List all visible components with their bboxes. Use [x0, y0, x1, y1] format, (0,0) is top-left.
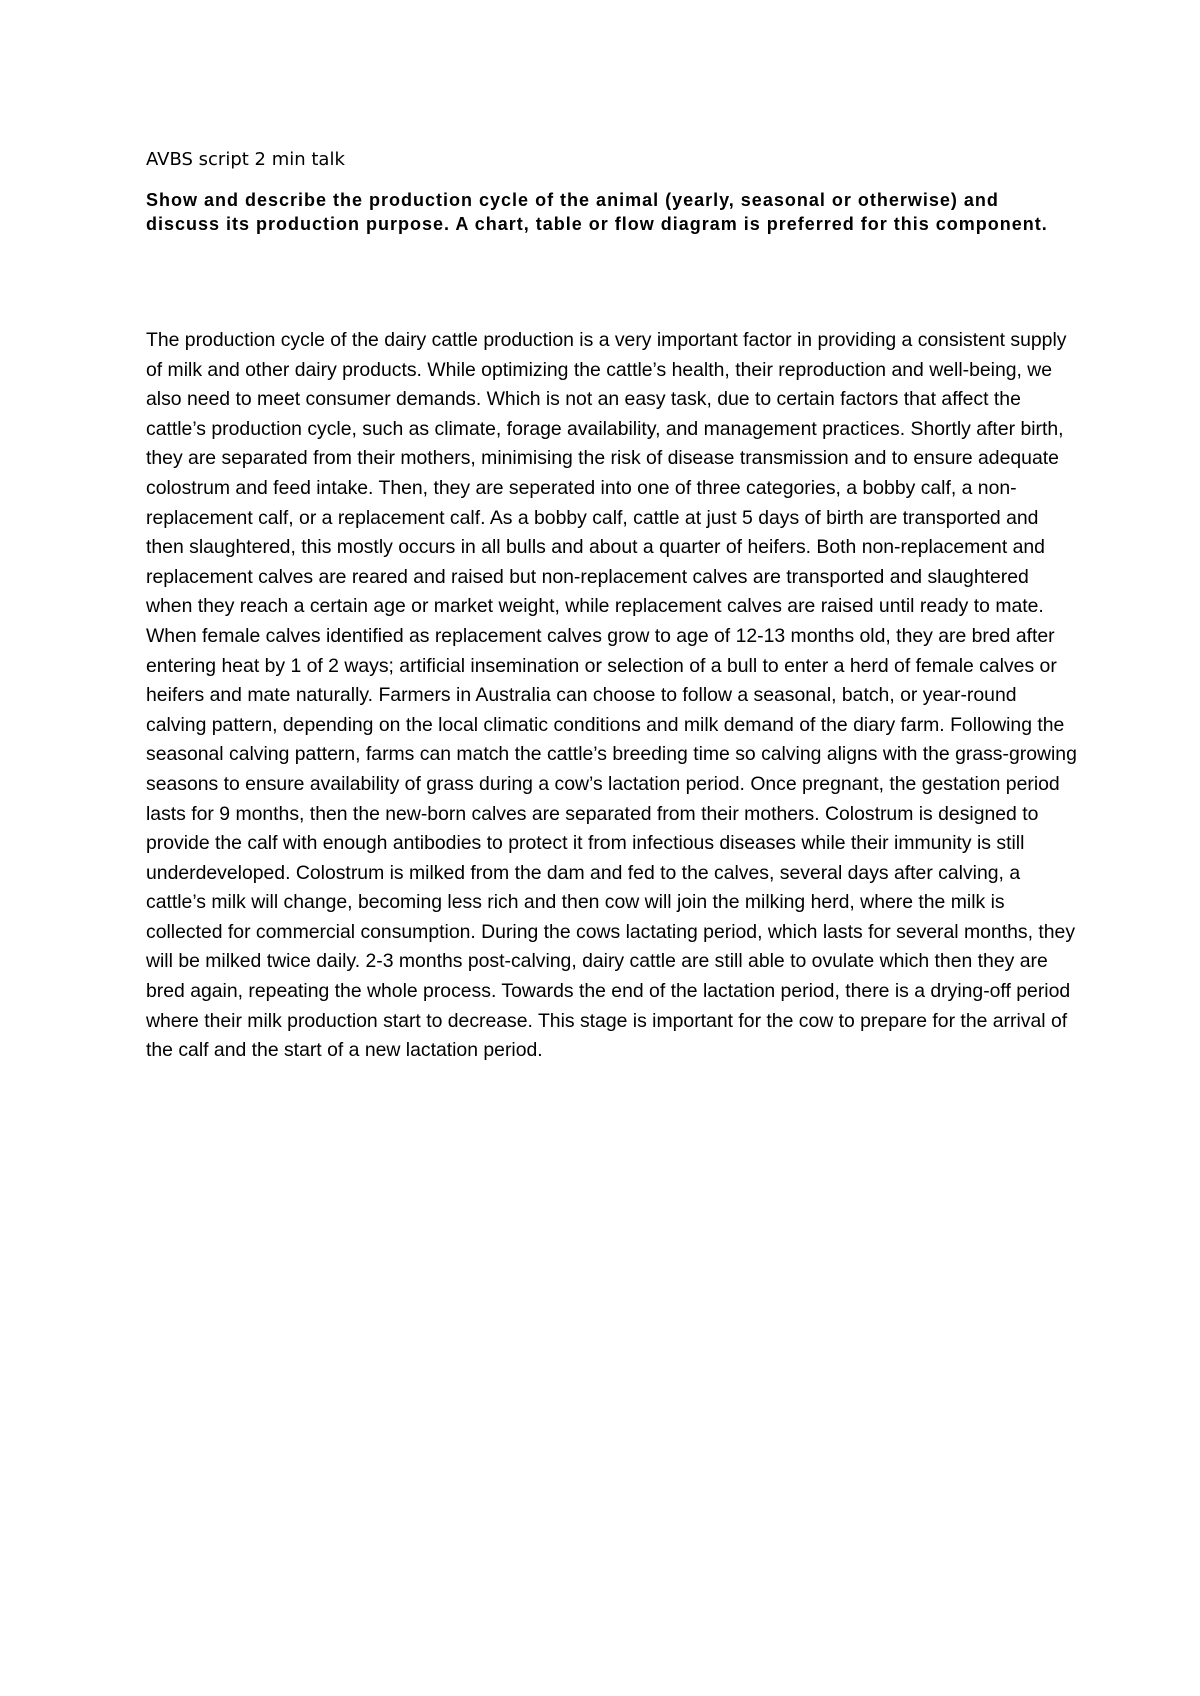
assignment-prompt: Show and describe the production cycle of the animal (yearly, seasonal or otherwise) and discuss its production purpose. A chart, table or flow diagram is preferred for this component. [146, 190, 1048, 234]
document-title: AVBS script 2 min talk [146, 149, 345, 170]
body-paragraph: The production cycle of the dairy cattle production is a very important factor in providing a consistent supply of milk and other dairy products. While optimizing the cattle’s health, their reproduction and well-being, we also need to meet consumer demands. Which is not an easy task, due to certain factors that affect the cattle’s production cycle, such as climate, forage availability, and management practices. Shortly after birth, they are separated from their mothers, minimising the risk of disease transmission and to ensure adequate colostrum and feed intake. Then, they are seperated into one of three categories, a bobby calf, a non-replacement calf, or a replacement calf. As a bobby calf, cattle at just 5 days of birth are transported and then slaughtered, this mostly occurs in all bulls and about a quarter of heifers. Both non-replacement and replacement calves are reared and raised but non-replacement calves are transported and slaughtered when they reach a certain age or market weight, while replacement calves are raised until ready to mate. When female calves identified as replacement calves grow to age of 12-13 months old, they are bred after entering heat by 1 of 2 ways; artificial insemination or selection of a bull to enter a herd of female calves or heifers and mate naturally. Farmers in Australia can choose to follow a seasonal, batch, or year-round calving pattern, depending on the local climatic conditions and milk demand of the diary farm. Following the seasonal calving pattern, farms can match the cattle’s breeding time so calving aligns with the grass-growing seasons to ensure availability of grass during a cow’s lactation period. Once pregnant, the gestation period lasts for 9 months, then the new-born calves are separated from their mothers. Colostrum is designed to provide the calf with enough antibodies to protect it from infectious diseases while their immunity is still underdeveloped. Colostrum is milked from the dam and fed to the calves, several days after calving, a cattle’s milk will change, becoming less rich and then cow will join the milking herd, where the milk is collected for commercial consumption. During the cows lactating period, which lasts for several months, they will be milked twice daily. 2-3 months post-calving, dairy cattle are still able to ovulate which then they are bred again, repeating the whole process. Towards the end of the lactation period, there is a drying-off period where their milk production start to decrease. This stage is important for the cow to prepare for the arrival of the calf and the start of a new lactation period. [146, 329, 1077, 1062]
